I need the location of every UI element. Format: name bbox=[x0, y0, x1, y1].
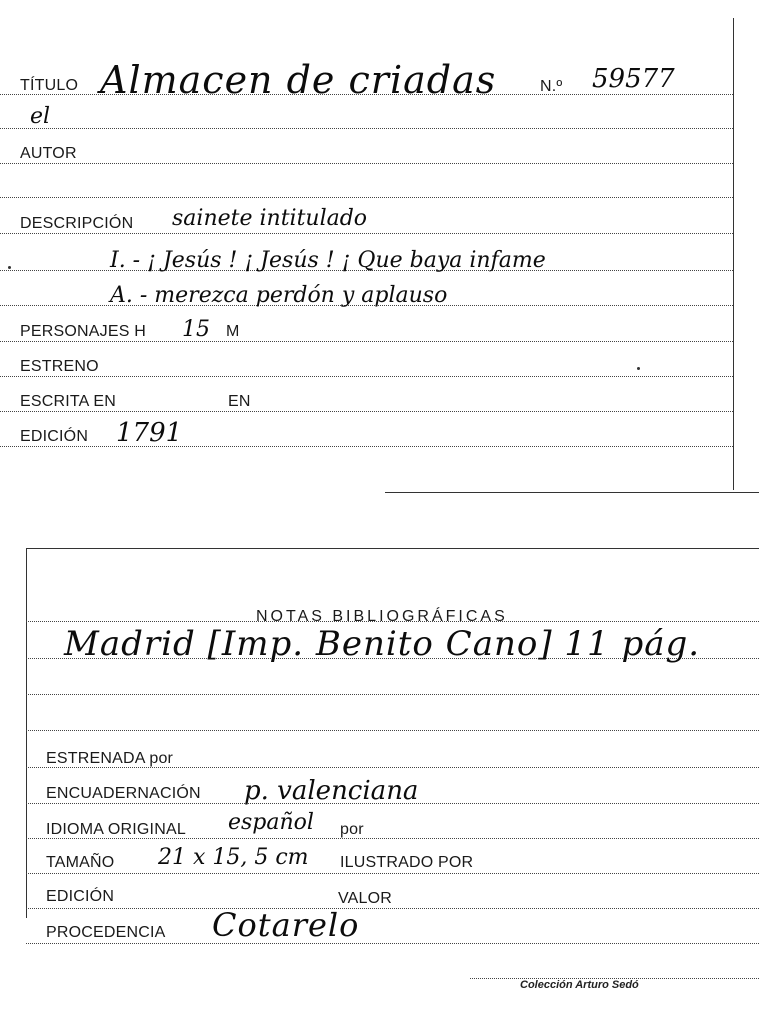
valor-label: VALOR bbox=[338, 890, 393, 907]
top-catalog-card bbox=[0, 0, 759, 500]
descripcion-value-3: A. - merezca perdón y aplauso bbox=[110, 283, 448, 308]
notas-line-3 bbox=[26, 694, 759, 695]
bottom-card-top-border bbox=[26, 548, 759, 549]
top-card-bottom-border bbox=[385, 492, 759, 493]
escrita-en-label: ESCRITA EN bbox=[20, 393, 116, 410]
notas-value: Madrid [Imp. Benito Cano] 11 pág. bbox=[64, 624, 701, 664]
edicion-label: EDICIÓN bbox=[20, 428, 89, 445]
ink-speck bbox=[8, 266, 11, 269]
descripcion-value-2: I. - ¡ Jesús ! ¡ Jesús ! ¡ Que baya infame bbox=[110, 248, 546, 273]
estreno-label: ESTRENO bbox=[20, 358, 99, 375]
tamano-value: 21 x 15, 5 cm bbox=[158, 845, 309, 870]
notas-line-4 bbox=[26, 730, 759, 731]
procedencia-line bbox=[26, 943, 759, 944]
edicion-valor-line bbox=[26, 908, 759, 909]
titulo-line-2 bbox=[0, 128, 733, 129]
autor-label: AUTOR bbox=[20, 145, 77, 162]
personajes-h-value: 15 bbox=[182, 317, 210, 342]
top-card-right-border bbox=[733, 18, 734, 490]
descripcion-line bbox=[0, 233, 733, 234]
collection-footer: Colección Arturo Sedó bbox=[520, 979, 639, 991]
descripcion-value-1: sainete intitulado bbox=[172, 206, 368, 231]
edicion-value: 1791 bbox=[116, 418, 183, 448]
tamano-label: TAMAÑO bbox=[46, 854, 115, 871]
autor-line bbox=[0, 163, 733, 164]
personajes-m-label: M bbox=[226, 323, 240, 340]
notas-heading: NOTAS BIBLIOGRÁFICAS bbox=[256, 608, 508, 625]
encuadernacion-label: ENCUADERNACIÓN bbox=[46, 785, 201, 802]
edicion-line bbox=[0, 446, 733, 447]
idioma-label: IDIOMA ORIGINAL bbox=[46, 821, 186, 838]
bottom-card-left-border bbox=[26, 548, 27, 918]
titulo-article: el bbox=[30, 104, 51, 129]
numero-value: 59577 bbox=[592, 64, 675, 94]
titulo-value: Almacen de criadas bbox=[100, 58, 497, 102]
edicion-label: EDICIÓN bbox=[46, 888, 115, 905]
idioma-value: español bbox=[228, 810, 314, 835]
por-label: por bbox=[340, 821, 364, 838]
ink-speck bbox=[637, 367, 640, 370]
autor-line-2 bbox=[0, 197, 733, 198]
titulo-label: TÍTULO bbox=[20, 77, 79, 94]
procedencia-value: Cotarelo bbox=[212, 906, 360, 944]
estrenada-label: ESTRENADA por bbox=[46, 750, 174, 767]
encuadernacion-value: p. valenciana bbox=[244, 776, 419, 806]
descripcion-label: DESCRIPCIÓN bbox=[20, 215, 134, 232]
numero-label: N.º bbox=[540, 78, 563, 95]
personajes-line bbox=[0, 341, 733, 342]
en-label: EN bbox=[228, 393, 251, 410]
personajes-label: PERSONAJES H bbox=[20, 323, 146, 340]
bottom-catalog-card bbox=[0, 540, 759, 1028]
estreno-line bbox=[0, 376, 733, 377]
procedencia-label: PROCEDENCIA bbox=[46, 924, 166, 941]
ilustrado-label: ILUSTRADO POR bbox=[340, 854, 474, 871]
tamano-line bbox=[26, 873, 759, 874]
escrita-line bbox=[0, 411, 733, 412]
